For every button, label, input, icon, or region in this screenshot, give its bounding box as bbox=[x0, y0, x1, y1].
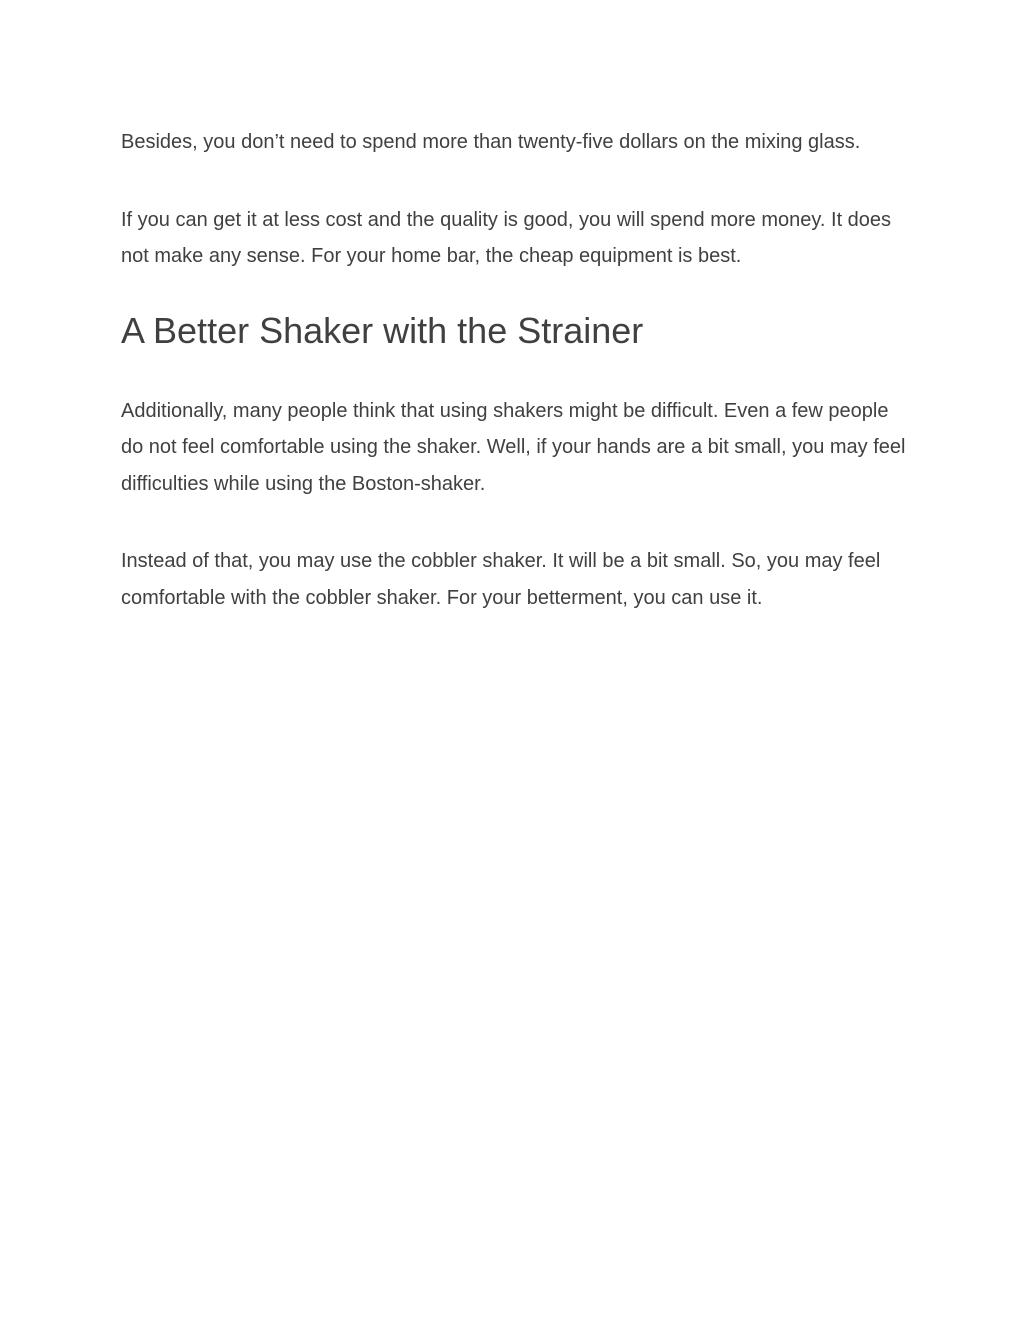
paragraph-cobbler-shaker: Instead of that, you may use the cobbler shaker. It will be a bit small. So, you may feel comfortable with the cobbler shaker. For your betterment, you can use it. bbox=[121, 550, 881, 609]
section-heading: A Better Shaker with the Strainer bbox=[121, 309, 644, 351]
paragraph-cheap-equipment: If you can get it at less cost and the quality is good, you will spend more money. It does not make any sense. For your home bar, the cheap equipment is best. bbox=[121, 208, 892, 267]
paragraph-boston-shaker: Additionally, many people think that using shakers might be difficult. Even a few people do not feel comfortable using the shaker. Well, if your hands are a bit small, you may feel difficulties while using the Boston-shaker. bbox=[121, 399, 906, 495]
paragraph-mixing-glass-cost: Besides, you don’t need to spend more than twenty-five dollars on the mixing glass. bbox=[121, 131, 861, 153]
document-page bbox=[121, 124, 911, 616]
